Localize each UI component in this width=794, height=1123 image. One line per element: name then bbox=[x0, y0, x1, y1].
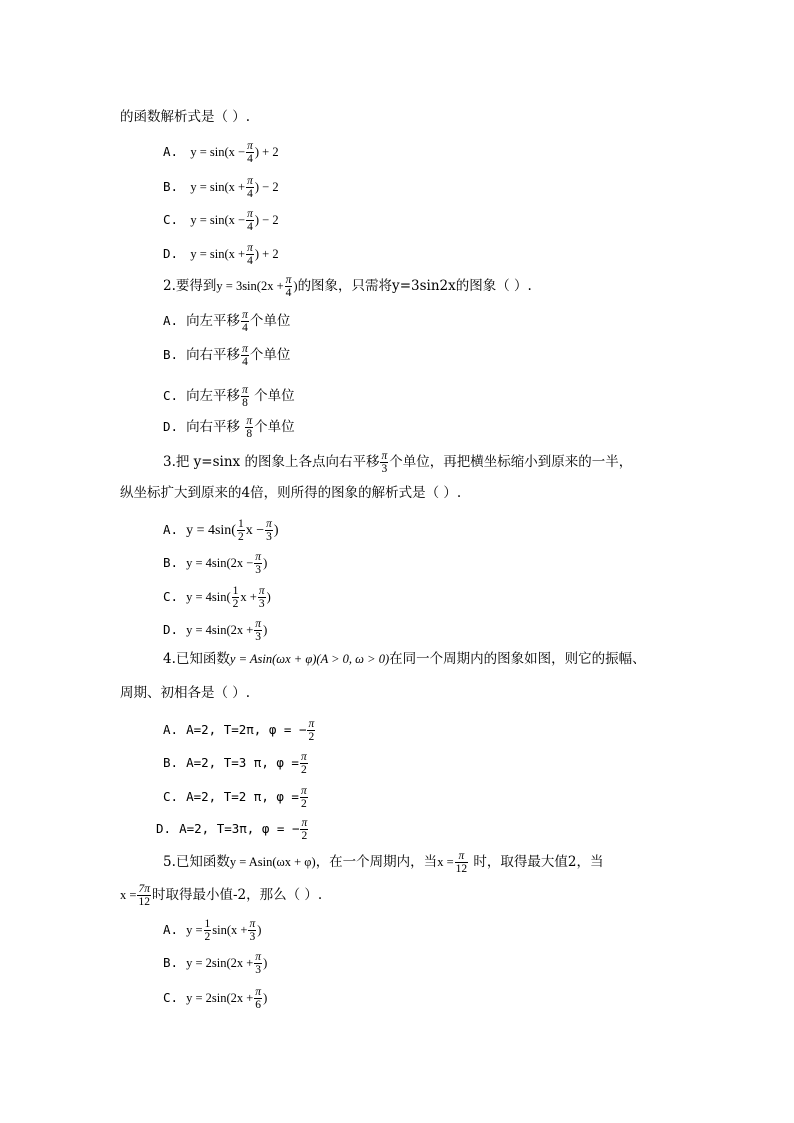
fraction: $\frac{\pi}{6}$ bbox=[255, 986, 262, 1011]
fraction: $\frac{\pi}{2}$ bbox=[301, 817, 308, 842]
fraction: $\frac{\pi}{3}$ bbox=[258, 585, 265, 610]
fraction: $\frac{\pi}{2}$ bbox=[308, 718, 315, 743]
q3-option-c: C. y = 4sin( $\frac{1}{2}$ x + $\frac{\pi}{3}$ ) bbox=[163, 585, 271, 610]
q3-option-d: D. y = 4sin(2x + $\frac{\pi}{3}$ ) bbox=[163, 618, 268, 643]
fraction: $\frac{\pi}{3}$ bbox=[255, 951, 262, 976]
q2-option-b: B. 向右平移 $\frac{\pi}{4}$ 个单位 bbox=[163, 343, 291, 368]
fraction: $\frac{\pi}{8}$ bbox=[242, 384, 248, 409]
fraction: $\frac{7\pi}{12}$ bbox=[138, 883, 150, 908]
intro-text: 的函数解析式是（ ）. bbox=[120, 109, 251, 125]
fraction: $\frac{\pi}{3}$ bbox=[255, 618, 262, 643]
q3-stem-line2: 纵坐标扩大到原来的4倍，则所得的图象的解析式是（ ）. bbox=[120, 485, 462, 501]
fraction: $\frac{\pi}{3}$ bbox=[255, 551, 262, 576]
q4-option-d: D. A=2, T=3π, φ = − $\frac{\pi}{2}$ bbox=[156, 817, 308, 842]
fraction: $\frac{\pi}{3}$ bbox=[381, 450, 388, 475]
fraction: $\frac{1}{2}$ bbox=[237, 518, 244, 543]
q4-option-c: C. A=2, T=2 π, φ = $\frac{\pi}{2}$ bbox=[163, 785, 307, 810]
fraction: $\frac{\pi}{8}$ bbox=[246, 415, 253, 440]
q3-option-b: B. y = 4sin(2x − $\frac{\pi}{3}$ ) bbox=[163, 551, 268, 576]
fraction: $\frac{\pi}{3}$ bbox=[249, 918, 256, 943]
fraction: $\frac{\pi}{4}$ bbox=[285, 274, 292, 299]
q1-option-b: B. y = sin(x + $\frac{\pi}{4}$ ) − 2 bbox=[163, 175, 279, 200]
fraction: $\frac{\pi}{3}$ bbox=[266, 518, 272, 543]
fraction: $\frac{\pi}{12}$ bbox=[455, 850, 468, 875]
fraction: $\frac{\pi}{4}$ bbox=[247, 242, 253, 267]
q4-option-b: B. A=2, T=3 π, φ = $\frac{\pi}{2}$ bbox=[163, 751, 307, 776]
fraction: $\frac{\pi}{4}$ bbox=[247, 175, 253, 200]
q4-option-a: A. A=2, T=2π, φ = − $\frac{\pi}{2}$ bbox=[163, 718, 315, 743]
q1-option-c: C. y = sin(x − $\frac{\pi}{4}$ ) − 2 bbox=[163, 208, 279, 233]
q2-option-a: A. 向左平移 $\frac{\pi}{4}$ 个单位 bbox=[163, 309, 291, 334]
q3-stem-line1: 3.把 y=sinx 的图象上各点向右平移 $\frac{\pi}{3}$ 个单位，再把横坐标缩小到原来的一半， bbox=[163, 450, 633, 475]
fraction: $\frac{1}{2}$ bbox=[204, 918, 211, 943]
q5-stem-line2: x = $\frac{7\pi}{12}$ 时取得最小值-2，那么（ ）. bbox=[120, 883, 323, 908]
q3-option-a: A. y = 4sin( $\frac{1}{2}$ x − $\frac{\pi}{3}$ ) bbox=[163, 518, 279, 543]
q2-stem: 2.要得到y = 3sin(2x + $\frac{\pi}{4}$ )的图象，只需将y=3sin2x的图象（ ）. bbox=[163, 274, 532, 299]
fraction: $\frac{\pi}{2}$ bbox=[300, 785, 307, 810]
q5-option-b: B. y = 2sin(2x + $\frac{\pi}{3}$ ) bbox=[163, 951, 268, 976]
q5-option-a: A. y = $\frac{1}{2}$ sin(x + $\frac{\pi}{3}$ ) bbox=[163, 918, 262, 943]
q1-option-a: A. y = sin(x − $\frac{\pi}{4}$ ) + 2 bbox=[163, 140, 279, 165]
q4-stem-line1: 4.已知函数y = Asin(ωx + φ)(A > 0, ω > 0)在同一个周期内的图象如图，则它的振幅、 bbox=[163, 651, 646, 667]
q4-stem-line2: 周期、初相各是（ ）. bbox=[120, 685, 251, 701]
q2-option-c: C. 向左平移 $\frac{\pi}{8}$ 个单位 bbox=[163, 384, 295, 409]
q2-option-d: D. 向右平移 $\frac{\pi}{8}$ 个单位 bbox=[163, 415, 295, 440]
fraction: $\frac{\pi}{4}$ bbox=[242, 343, 248, 368]
fraction: $\frac{\pi}{4}$ bbox=[247, 140, 253, 165]
fraction: $\frac{\pi}{2}$ bbox=[300, 751, 307, 776]
fraction: $\frac{\pi}{4}$ bbox=[242, 309, 248, 334]
q5-stem-line1: 5.已知函数y = Asin(ωx + φ)，在一个周期内，当x = $\frac{\pi}{12}$ 时，取得最大值2，当 bbox=[163, 850, 604, 875]
q5-option-c: C. y = 2sin(2x + $\frac{\pi}{6}$ ) bbox=[163, 986, 268, 1011]
fraction: $\frac{1}{2}$ bbox=[232, 585, 239, 610]
q1-option-d: D. y = sin(x + $\frac{\pi}{4}$ ) + 2 bbox=[163, 242, 279, 267]
fraction: $\frac{\pi}{4}$ bbox=[247, 208, 253, 233]
